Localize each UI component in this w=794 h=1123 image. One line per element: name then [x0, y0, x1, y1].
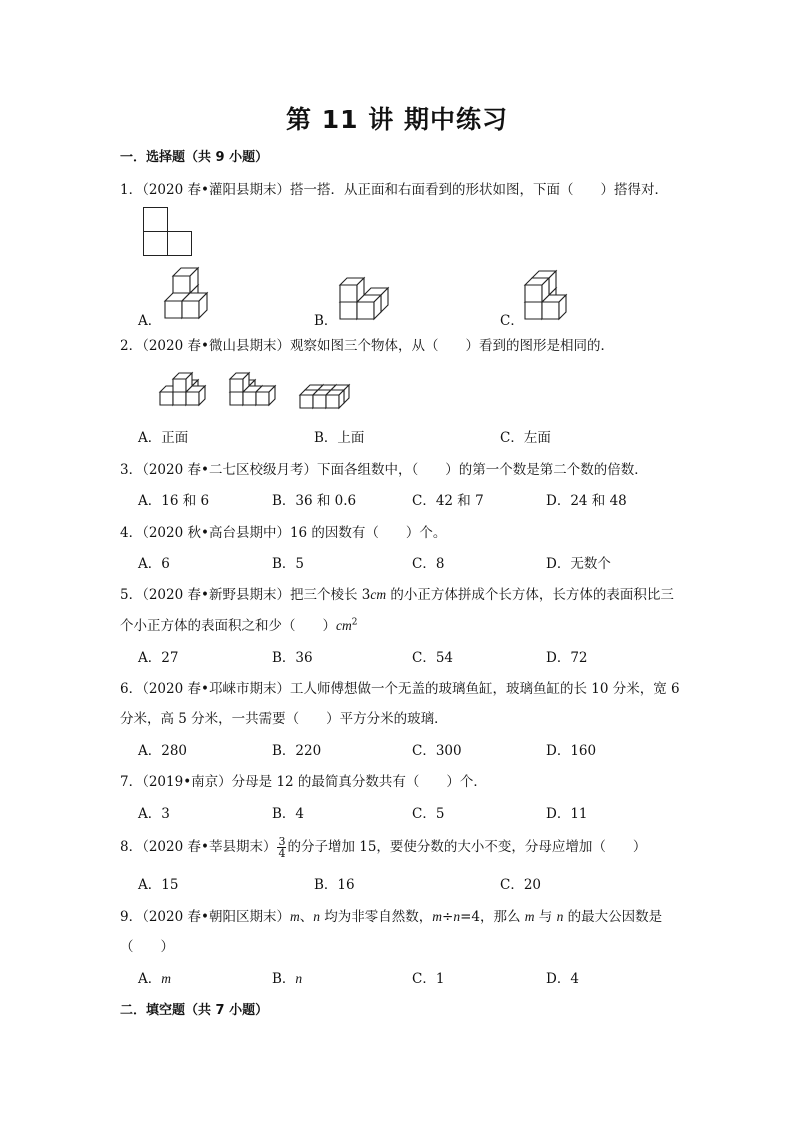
question-7-option-d[interactable]: D．11	[546, 806, 588, 822]
cube-block	[256, 386, 275, 405]
question-3-option-a[interactable]: A．16 和 6	[138, 493, 210, 509]
question-6-option-b[interactable]: B．220	[272, 743, 322, 759]
cube-block	[230, 373, 249, 392]
question-2-object-1	[160, 367, 220, 407]
question-7-option-a[interactable]: A．3	[138, 806, 170, 822]
question-8-option-c[interactable]: C．20	[500, 877, 542, 893]
question-3-option-c[interactable]: C．42 和 7	[412, 493, 484, 509]
question-5-option-b[interactable]: B．36	[272, 650, 313, 666]
question-7-option-c[interactable]: C．5	[412, 806, 445, 822]
question-4-option-b[interactable]: B．5	[272, 556, 305, 572]
question-1-option-b[interactable]: B．	[314, 313, 338, 329]
section-heading-choice: 一．选择题（共 9 小题）	[120, 150, 269, 165]
question-5-line-2: 个小正方体的表面积之和少（ ）$cm^2$	[120, 617, 358, 634]
question-1-view-figure	[143, 207, 193, 257]
question-4-option-a[interactable]: A．6	[138, 556, 170, 572]
cube-block	[173, 268, 198, 293]
question-4-option-c[interactable]: C．8	[412, 556, 445, 572]
question-7-option-b[interactable]: B．4	[272, 806, 305, 822]
question-5-option-c[interactable]: C．54	[412, 650, 454, 666]
question-6-line-1: 6．（2020 春•邛崃市期末）工人师傅想做一个无盖的玻璃鱼缸，玻璃鱼缸的长 10 分米，宽 6	[120, 681, 680, 697]
cube-block	[326, 390, 344, 408]
section-heading-fill-blank: 二．填空题（共 7 小题）	[120, 1003, 269, 1018]
question-5-option-a[interactable]: A．27	[138, 650, 179, 666]
question-6-option-a[interactable]: A．280	[138, 743, 188, 759]
question-2-option-c[interactable]: C．左面	[500, 430, 551, 446]
question-8-option-a[interactable]: A．15	[138, 877, 179, 893]
question-2-option-b[interactable]: B．上面	[314, 430, 365, 446]
question-2-option-a[interactable]: A．正面	[138, 430, 189, 446]
question-3-option-d[interactable]: D．24 和 48	[546, 493, 627, 509]
page-title: 第 11 讲 期中练习	[286, 105, 508, 134]
question-2-object-2	[230, 367, 290, 407]
question-1-option-a-figure	[165, 266, 225, 321]
fraction-three-quarters: $\frac{3}{4}$	[278, 835, 286, 860]
question-6-line-2: 分米，高 5 分米，一共需要（ ）平方分米的玻璃．	[120, 711, 448, 727]
cube-block	[525, 278, 549, 302]
question-9-option-d[interactable]: D．4	[546, 971, 579, 987]
question-4-option-d[interactable]: D．无数个	[546, 556, 611, 572]
question-7-text: 7．（2019•南京）分母是 12 的最简真分数共有（ ）个．	[120, 774, 487, 790]
question-2-object-3	[300, 379, 360, 409]
question-6-option-d[interactable]: D．160	[546, 743, 597, 759]
cube-block	[340, 278, 364, 302]
question-9-option-c[interactable]: C．1	[412, 971, 445, 987]
question-9-option-b[interactable]: B．n	[272, 971, 303, 987]
question-1-option-c[interactable]: C．	[500, 313, 524, 329]
question-9-line-2: （ ）	[120, 939, 174, 955]
question-8-text: 8．（2020 春•莘县期末） $\frac{3}{4}$ 的分子增加 15，要使分数的大小不变，分母应增加（ ）	[120, 835, 647, 860]
question-9-option-a[interactable]: A．m	[138, 971, 171, 987]
question-3-text: 3．（2020 春•二七区校级月考）下面各组数中，（ ）的第一个数是第二个数的倍数．	[120, 462, 648, 478]
question-1-option-b-figure	[340, 271, 400, 321]
question-1-text: 1．（2020 春•灌阳县期末）搭一搭．从正面和右面看到的形状如图，下面（ ）搭得对．	[120, 182, 668, 198]
question-4-text: 4．（2020 秋•高台县期中）16 的因数有（ ）个。	[120, 525, 447, 541]
question-5-option-d[interactable]: D．72	[546, 650, 588, 666]
question-3-option-b[interactable]: B．36 和 0.6	[272, 493, 357, 509]
question-2-text: 2．（2020 春•微山县期末）观察如图三个物体，从（ ）看到的图形是相同的．	[120, 338, 614, 354]
cube-block	[182, 293, 207, 318]
question-1-option-c-figure	[525, 266, 585, 321]
question-9-line-1: 9．（2020 春•朝阳区期末）m、n 均为非零自然数，m÷n=4，那么 m 与 n 的最大公因数是	[120, 909, 663, 925]
question-5-line-1: 5．（2020 春•新野县期末）把三个棱长 3cm 的小正方体拼成个长方体，长方体的表面积比三	[120, 587, 674, 603]
question-6-option-c[interactable]: C．300	[412, 743, 462, 759]
question-1-option-a[interactable]: A．	[138, 313, 162, 329]
cube-block	[173, 373, 192, 392]
question-8-option-b[interactable]: B．16	[314, 877, 355, 893]
